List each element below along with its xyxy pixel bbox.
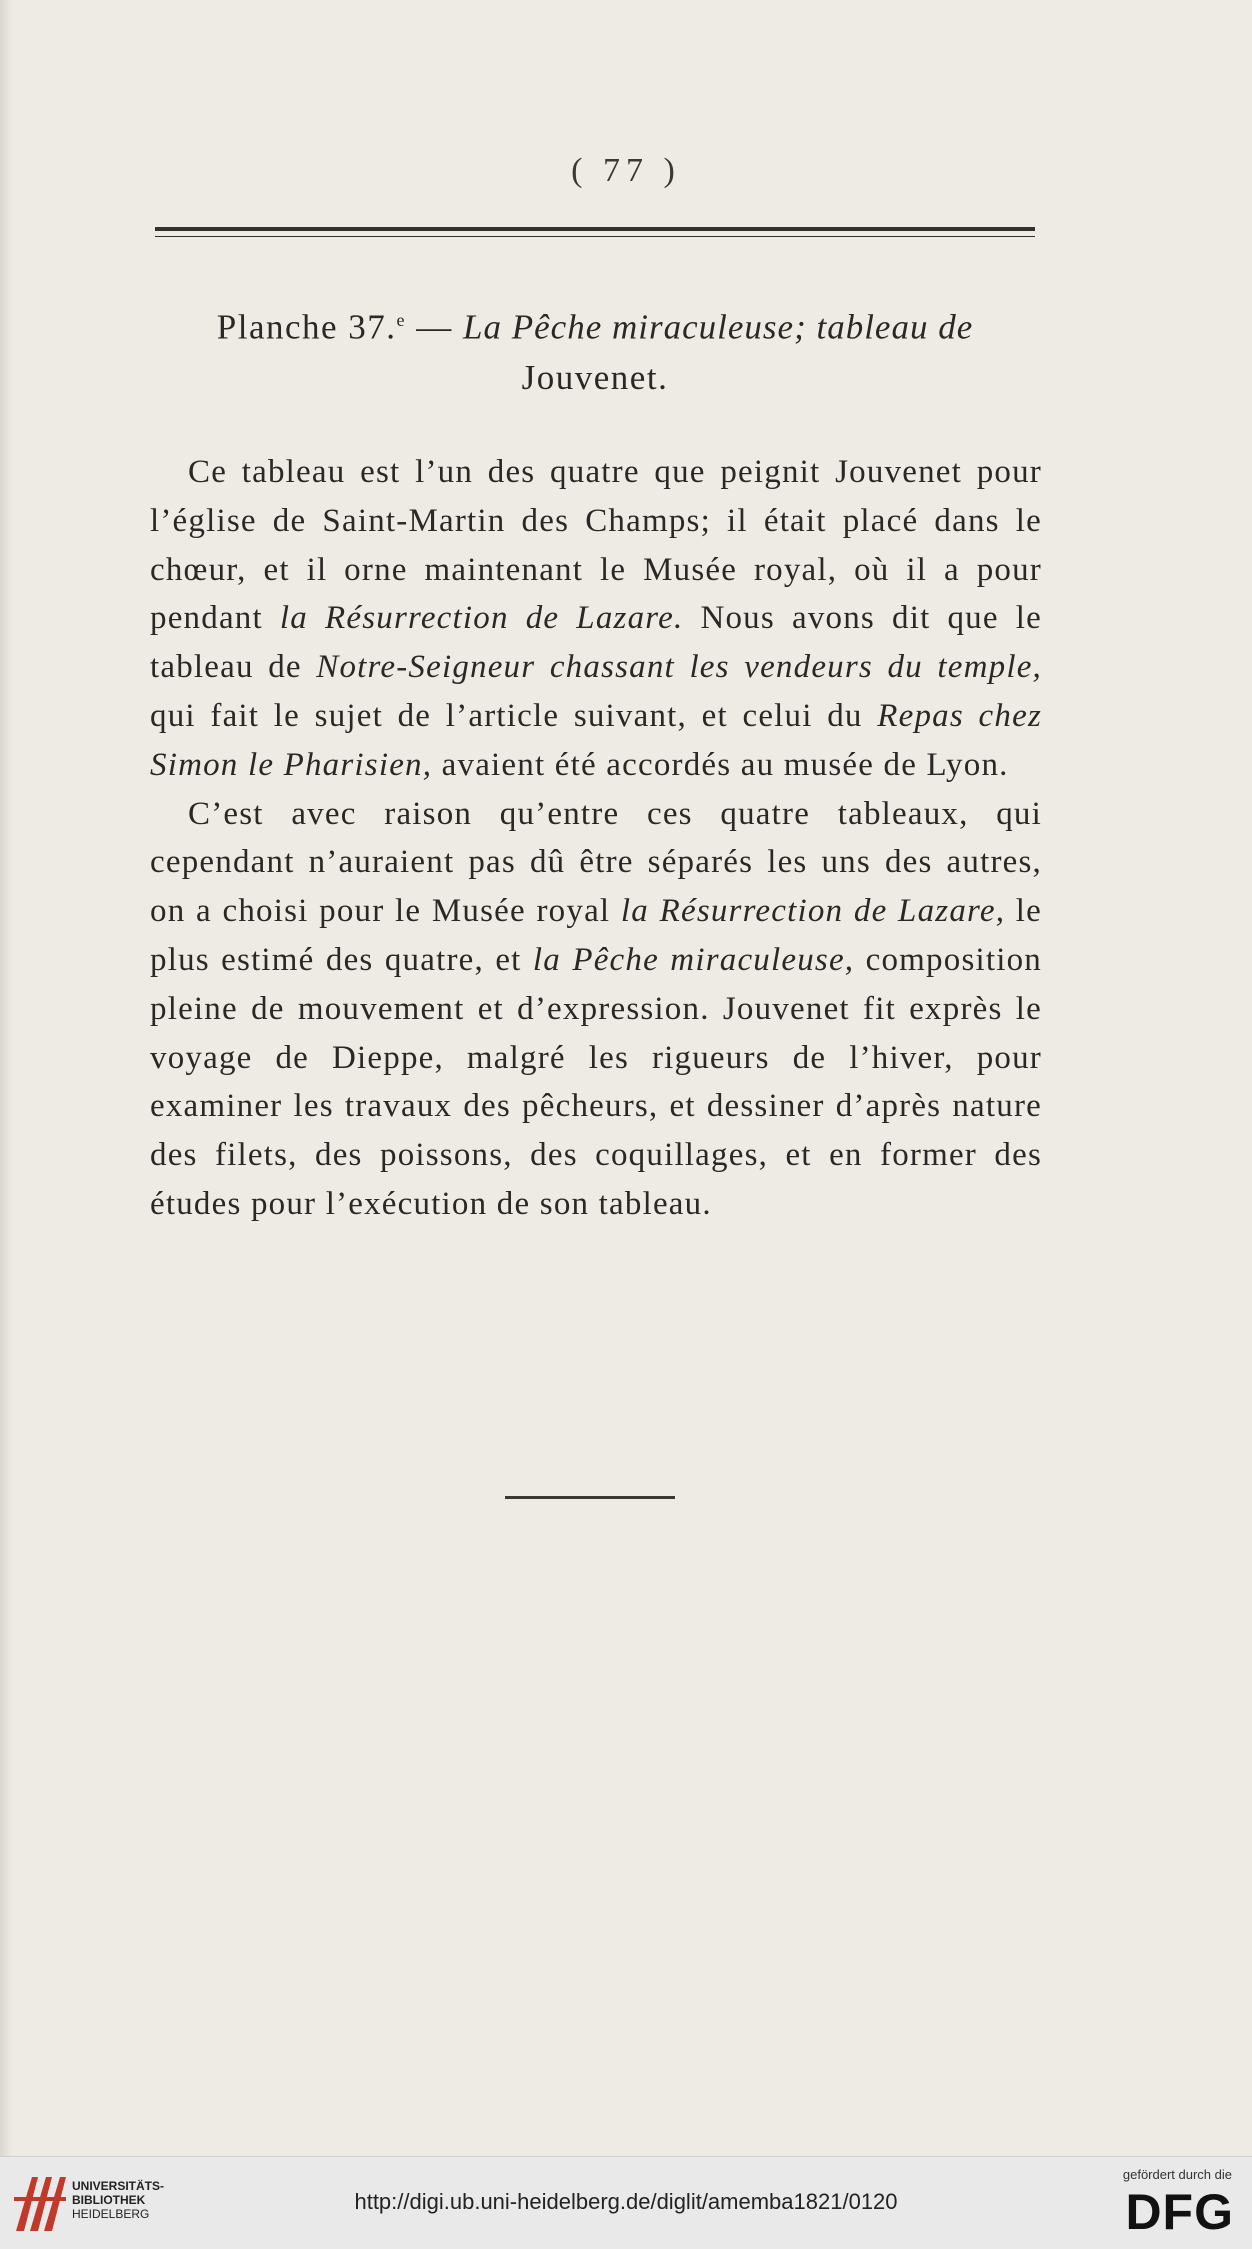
plate-heading xyxy=(150,295,1040,403)
heading-prefix: Planche 37. xyxy=(216,307,397,347)
p2-italic-2: la Pêche miraculeuse, xyxy=(532,941,855,978)
page-number: ( 77 ) xyxy=(571,152,681,189)
p2-text-2: le plus estimé des quatre, et xyxy=(150,893,1042,978)
p1-text-4: avaient été accordés au musée de Lyon. xyxy=(432,746,1009,783)
p1-italic-2: Notre-Seigneur chassant les vendeurs du temple, xyxy=(316,649,1042,686)
heading-line2: Jouvenet. xyxy=(521,357,669,397)
body-text xyxy=(150,448,1042,1229)
p2-italic-1: la Résurrection de Lazare, xyxy=(620,893,1006,930)
p1-text-1: Ce tableau est l’un des quatre que peignit Jouvenet pour l’église de Saint-Martin des Champs; il était placé dans le chœur, et il orne maintenant le Musée royal, où il a pour pendant xyxy=(150,454,1042,637)
library-name-line3: HEIDELBERG xyxy=(72,2207,150,2221)
paragraph-2 xyxy=(150,790,1042,1229)
heading-superscript: e xyxy=(396,310,407,330)
library-name-line2: BIBLIOTHEK xyxy=(72,2193,146,2207)
end-rule xyxy=(505,1496,675,1499)
p1-italic-3: Repas chez Simon le Pharisien, xyxy=(150,697,1042,783)
p1-text-3: qui fait le sujet de l’article suivant, et celui du xyxy=(150,697,878,734)
funded-by-label: gefördert durch die xyxy=(1122,2167,1232,2182)
p2-text-3: composition pleine de mouvement et d’expression. Jouvenet fit exprès le voyage de Dieppe, malgré les rigueurs de l’hiver, pour examiner les travaux des pêcheurs, et dessiner d’après nature des filets, des poissons, des coquillages, et en former des études pour l’exécution de son tableau. xyxy=(150,941,1042,1222)
paragraph-1 xyxy=(150,448,1042,790)
permalink-url[interactable]: http://digi.ub.uni-heidelberg.de/diglit/amemba1821/0120 xyxy=(354,2189,898,2214)
heading-title: La Pêche miraculeuse; tableau de xyxy=(463,307,974,347)
header-rule-thick xyxy=(155,227,1035,231)
p2-text-1: C’est avec raison qu’entre ces quatre tableaux, qui cependant n’auraient pas dû être séparés les uns des autres, on a choisi pour le Musée royal xyxy=(150,795,1042,930)
heading-dash: — xyxy=(406,307,464,347)
p1-text-2: Nous avons dit que le tableau de xyxy=(150,600,1042,686)
library-name-line1: UNIVERSITÄTS- xyxy=(72,2179,165,2193)
viewer-footer xyxy=(0,2156,1252,2249)
dfg-logo[interactable]: DFG xyxy=(1125,2184,1234,2240)
header-rule-thin xyxy=(155,236,1035,237)
p1-italic-1: la Résurrection de Lazare. xyxy=(279,600,684,637)
